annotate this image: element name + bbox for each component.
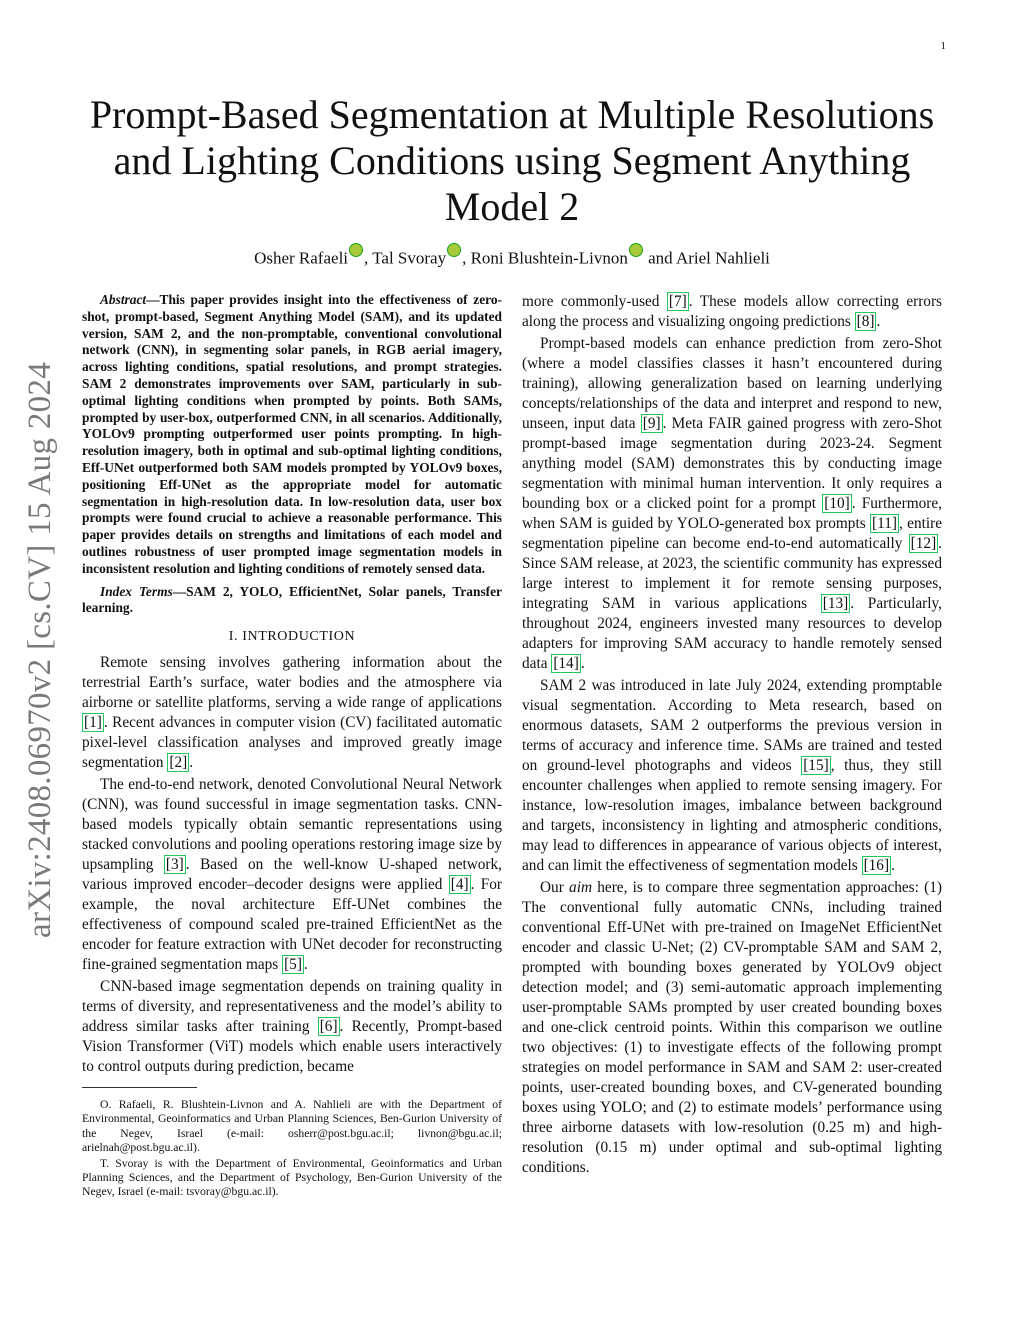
text-run: . Based on the well-know U-shaped network, various improved encoder–decoder designs were applied xyxy=(82,856,502,894)
author-name: , Roni Blushtein-Livnon xyxy=(462,248,628,268)
section-heading: I. INTRODUCTION xyxy=(228,629,356,645)
text-run: . Particularly, throughout 2024, engineers invested many resources to develop adapters for improving SAM accuracy to handle remotely sensed data xyxy=(522,595,942,672)
footnote: T. Svoray is with the Department of Environmental, Geoinformatics and Urban Planning Sciences, and the Department of Psychology, Ben-Gurion University of the Negev, Israel (e-mail: tsvoray@bgu.ac.il). xyxy=(82,1156,502,1199)
citation-link[interactable]: [8] xyxy=(856,313,875,330)
citation-link[interactable]: [1] xyxy=(84,714,102,732)
index-terms-label: Index Terms xyxy=(100,583,173,599)
page-number: 1 xyxy=(940,40,946,52)
paragraph xyxy=(522,878,942,1178)
text-run: Prompt-based models can enhance prediction from zero-Shot (where a model classifies classes it hasn’t encountered during training), allowing generalization based on learning underlying concepts/relationships of the data and interpret and respond to new, unseen, input data xyxy=(522,335,942,432)
index-terms xyxy=(82,584,502,618)
citation-link[interactable]: [12] xyxy=(910,535,937,552)
text-run: The end-to-end network, denoted Convolutional Neural Network (CNN), was found successful in image segmentation tasks. CNN-based models typically obtain semantic representations using stacked convolutions and pooling operations restoring image size by upsampling xyxy=(82,776,502,874)
paragraph xyxy=(522,334,942,674)
paragraph xyxy=(522,676,942,876)
text-run: here, is to compare three segmentation approaches: (1) The conventional fully automatic CNNs, including trained conventional Eff-UNet with pre-trained on ImageNet EfficientNet encoder and classic U-Net; (2) CV-promptable SAM and SAM 2, prompted with bounding boxes generated by YOLOv9 object detection model; and (3) semi-automatic approach implementing user-promptable SAMs prompted by user created bounding boxes and one-click centroid points. Within this comparison we outline two objectives: (1) to investigate effects of the following prompt strategies on model performance in SAM and SAM 2: user-created points, user-created bounding boxes, and CV-generated bounding boxes using YOLO; and (2) to estimate models’ performance using three airborne datasets with low-resolution (0.25 m) and high-resolution (0.15 m) under optimal and sub-optimal lighting conditions. xyxy=(522,879,942,1176)
text-run: . Recently, Prompt-based Vision Transformer (ViT) models which enable users interactively to control outputs during prediction, became xyxy=(82,1018,502,1076)
orcid-icon[interactable] xyxy=(629,243,643,257)
author-list xyxy=(70,243,954,269)
citation-link[interactable]: [16] xyxy=(863,857,890,874)
citation-link[interactable]: [2] xyxy=(169,754,188,772)
text-run: SAM 2 was introduced in late July 2024, extending promptable visual segmentation. According to Meta research, based on enormous datasets, SAM 2 outperforms the previous version in terms of accuracy and inference time. SAMs are trained and tested on ground-level photographs and videos xyxy=(522,677,942,774)
right-column xyxy=(522,292,942,1178)
citation-link[interactable]: [5] xyxy=(284,956,302,974)
text-run: . xyxy=(891,857,895,874)
citation-link[interactable]: [4] xyxy=(450,876,469,894)
citation-link[interactable]: [14] xyxy=(553,655,579,672)
abstract xyxy=(82,292,502,578)
citation-link[interactable]: [10] xyxy=(824,495,850,512)
footnote: O. Rafaeli, R. Blushtein-Livnon and A. Nahlieli are with the Department of Environmental, Geoinformatics and Urban Planning Sciences, Ben-Gurion University of the Negev, Israel (e-mail: osherr@post.bgu.ac.il; livnon@bgu.ac.il; arielnah@post.bgu.ac.il). xyxy=(82,1098,502,1154)
text-run: . Furthermore, when SAM is guided by YOLO-generated box prompts xyxy=(522,495,942,532)
text-run: CNN-based image segmentation depends on training quality in terms of diversity, and representativeness and the model’s ability to address similar tasks after training xyxy=(82,978,502,1036)
author-name: Osher Rafaeli xyxy=(254,248,349,268)
citation-link[interactable]: [3] xyxy=(165,856,184,874)
author-name: , Tal Svoray xyxy=(364,248,447,268)
citation-link[interactable]: [9] xyxy=(642,415,661,432)
text-run: . xyxy=(876,313,881,330)
text-run: . Since SAM release, at 2023, the scientific community has expressed large interest to implement it for remote sensing purposes, integrating SAM in various applications xyxy=(522,535,942,612)
text-run: more commonly-used xyxy=(522,293,667,310)
citation-link[interactable]: [7] xyxy=(668,293,687,310)
paper-title: Prompt-Based Segmentation at Multiple Resolutions and Lighting Conditions using Segment Anything Model 2 xyxy=(89,92,935,229)
index-terms-text: —SAM 2, YOLO, EfficientNet, Solar panels, Transfer learning. xyxy=(82,583,502,616)
footnote-divider xyxy=(82,1087,197,1088)
text-run: Our xyxy=(540,879,570,896)
citation-link[interactable]: [6] xyxy=(319,1018,338,1036)
text-run: , thus, they still encounter challenges when applied to remote sensing imagery. For instance, low-resolution images, imbalance between background and targets, inconsistency in lighting and atmospheric conditions, may lead to differences in appearance of various objects of interest, and can limit the effectiveness of segmentation models xyxy=(522,757,942,874)
text-run: . For example, the noval architecture Eff-UNet combines the effectiveness of compound scaled pre-trained EfficientNet as the encoder for feature extraction with UNet decoder for reconstructing fine-grained segmentation maps xyxy=(82,876,502,974)
paragraph xyxy=(522,292,942,332)
text-run: . Meta FAIR gained progress with zero-Shot prompt-based image segmentation during 2023-24. Segment anything model (SAM) demonstrates this by conducting image segmentation with minimal human intervention. It only requires a bounding box or a clicked point for a prompt xyxy=(522,415,943,512)
citation-link[interactable]: [11] xyxy=(872,515,897,532)
text-run: . xyxy=(189,754,194,772)
arxiv-identifier[interactable]: arXiv:2408.06970v2 [cs.CV] 15 Aug 2024 xyxy=(22,361,58,938)
left-column xyxy=(82,292,502,1200)
paragraph xyxy=(82,775,502,975)
author-name: and Ariel Nahlieli xyxy=(643,248,770,268)
text-run: . xyxy=(580,655,585,672)
citation-link[interactable]: [13] xyxy=(822,595,849,612)
emphasis-text: aim xyxy=(569,879,592,896)
citation-link[interactable]: [15] xyxy=(803,757,829,774)
paragraph xyxy=(82,653,502,773)
orcid-icon[interactable] xyxy=(447,243,461,257)
abstract-text: —This paper provides insight into the effectiveness of zero-shot, prompt-based, Segment Anything Model (SAM), and its updated version, SAM 2, and the non-promptable, conventional convolutional network (CNN), in segmenting solar panels, in RGB aerial imagery, across lighting conditions, spatial resolutions, and prompt strategies. SAM 2 demonstrates improvements over SAM, particularly in sub-optimal lighting conditions when prompted by points. Both SAMs, prompted by user-box, outperformed CNN, in all scenarios. Additionally, YOLOv9 prompting outperformed user points prompting. In high-resolution imagery, both in optimal and sub-optimal lighting conditions, Eff-UNet outperformed both SAM models prompted by YOLOv9 boxes, positioning Eff-UNet as the appropriate model for automatic segmentation in high-resolution data. In low-resolution data, user box prompts were found crucial to achieve a reasonable performance. This paper provides details on strengths and limitations of each model and outlines robustness of user prompted image segmentation models in inconsistent resolution and lighting conditions of remotely sensed data. xyxy=(82,292,502,576)
text-run: , entire segmentation pipeline can become end-to-end automatically xyxy=(522,515,942,552)
text-run: . Recent advances in computer vision (CV) facilitated automatic pixel-level classification analyses and improved greatly image segmentation xyxy=(82,714,502,772)
text-run: . xyxy=(303,956,308,974)
text-run: . These models allow correcting errors along the process and visualizing ongoing predictions xyxy=(522,293,942,330)
paragraph xyxy=(82,977,502,1077)
orcid-icon[interactable] xyxy=(349,243,363,257)
text-run: Remote sensing involves gathering information about the terrestrial Earth’s surface, water bodies and the atmosphere via airborne or satellite platforms, serving a wide range of applications xyxy=(82,654,502,712)
abstract-label: Abstract xyxy=(100,292,147,307)
